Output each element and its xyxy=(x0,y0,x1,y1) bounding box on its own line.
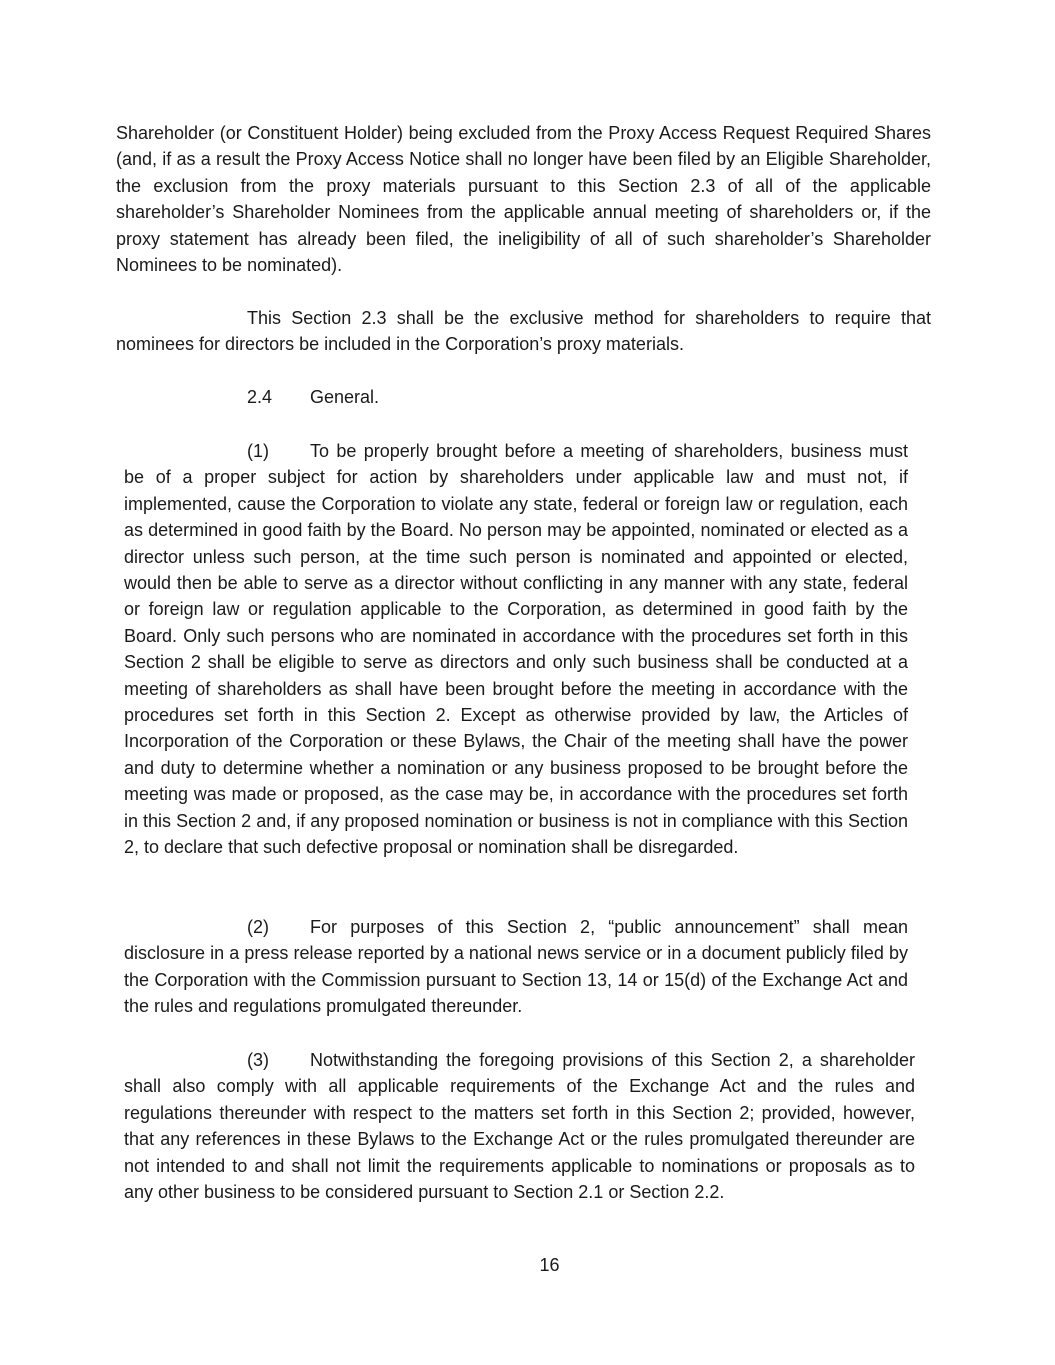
subsection-marker: (1) xyxy=(247,441,269,461)
paragraph-exclusive-method: This Section 2.3 shall be the exclusive method for shareholders to require that nominees for directors be included in the Corporation’s proxy materials. xyxy=(116,308,931,355)
subsection-3 xyxy=(124,1047,915,1205)
subsection-1 xyxy=(124,438,908,861)
subsection-text: For purposes of this Section 2, “public announcement” shall mean disclosure in a press release reported by a national news service or in a document publicly filed by the Corporation with the Commission pursuant to Section 13, 14 or 15(d) of the Exchange Act and the rules and regulations promulgated thereunder. xyxy=(124,917,908,1017)
subsection-marker: (2) xyxy=(247,917,269,937)
paragraph-continuation: Shareholder (or Constituent Holder) being excluded from the Proxy Access Request Required Shares (and, if as a result the Proxy Access Notice shall no longer have been filed by an Eligible Shareholder, the exclusion from the proxy materials pursuant to this Section 2.3 of all of the applicable shareholder’s Shareholder Nominees from the applicable annual meeting of shareholders or, if the proxy statement has already been filed, the ineligibility of all of such shareholder’s Shareholder Nominees to be nominated). xyxy=(116,123,931,276)
page-number: 16 xyxy=(539,1255,560,1275)
section-title: General. xyxy=(310,387,380,407)
section-heading xyxy=(247,384,379,410)
subsection-2 xyxy=(124,914,908,1020)
subsection-text: To be properly brought before a meeting of shareholders, business must be of a proper subject for action by shareholders under applicable law and must not, if implemented, cause the Corporation to violate any state, federal or foreign law or regulation, each as determined in good faith by the Board. No person may be appointed, nominated or elected as a director unless such person, at the time such person is nominated and appointed or elected, would then be able to serve as a director without conflicting in any manner with any state, federal or foreign law or regulation applicable to the Corporation, as determined in good faith by the Board. Only such persons who are nominated in accordance with the procedures set forth in this Section 2 shall be eligible to serve as directors and only such business shall be conducted at a meeting of shareholders as shall have been brought before the meeting in accordance with the procedures set forth in this Section 2. Except as otherwise provided by law, the Articles of Incorporation of the Corporation or these Bylaws, the Chair of the meeting shall have the power and duty to determine whether a nomination or any business proposed to be brought before the meeting was made or proposed, as the case may be, in accordance with the procedures set forth in this Section 2 and, if any proposed nomination or business is not in compliance with this Section 2, to declare that such defective proposal or nomination shall be disregarded. xyxy=(124,441,908,858)
section-number: 2.4 xyxy=(247,387,273,407)
subsection-marker: (3) xyxy=(247,1050,269,1070)
subsection-text: Notwithstanding the foregoing provisions of this Section 2, a shareholder shall also comply with all applicable requirements of the Exchange Act and the rules and regulations thereunder with respect to the matters set forth in this Section 2; provided, however, that any references in these Bylaws to the Exchange Act or the rules promulgated thereunder are not intended to and shall not limit the requirements applicable to nominations or proposals as to any other business to be considered pursuant to Section 2.1 or Section 2.2. xyxy=(124,1050,915,1203)
